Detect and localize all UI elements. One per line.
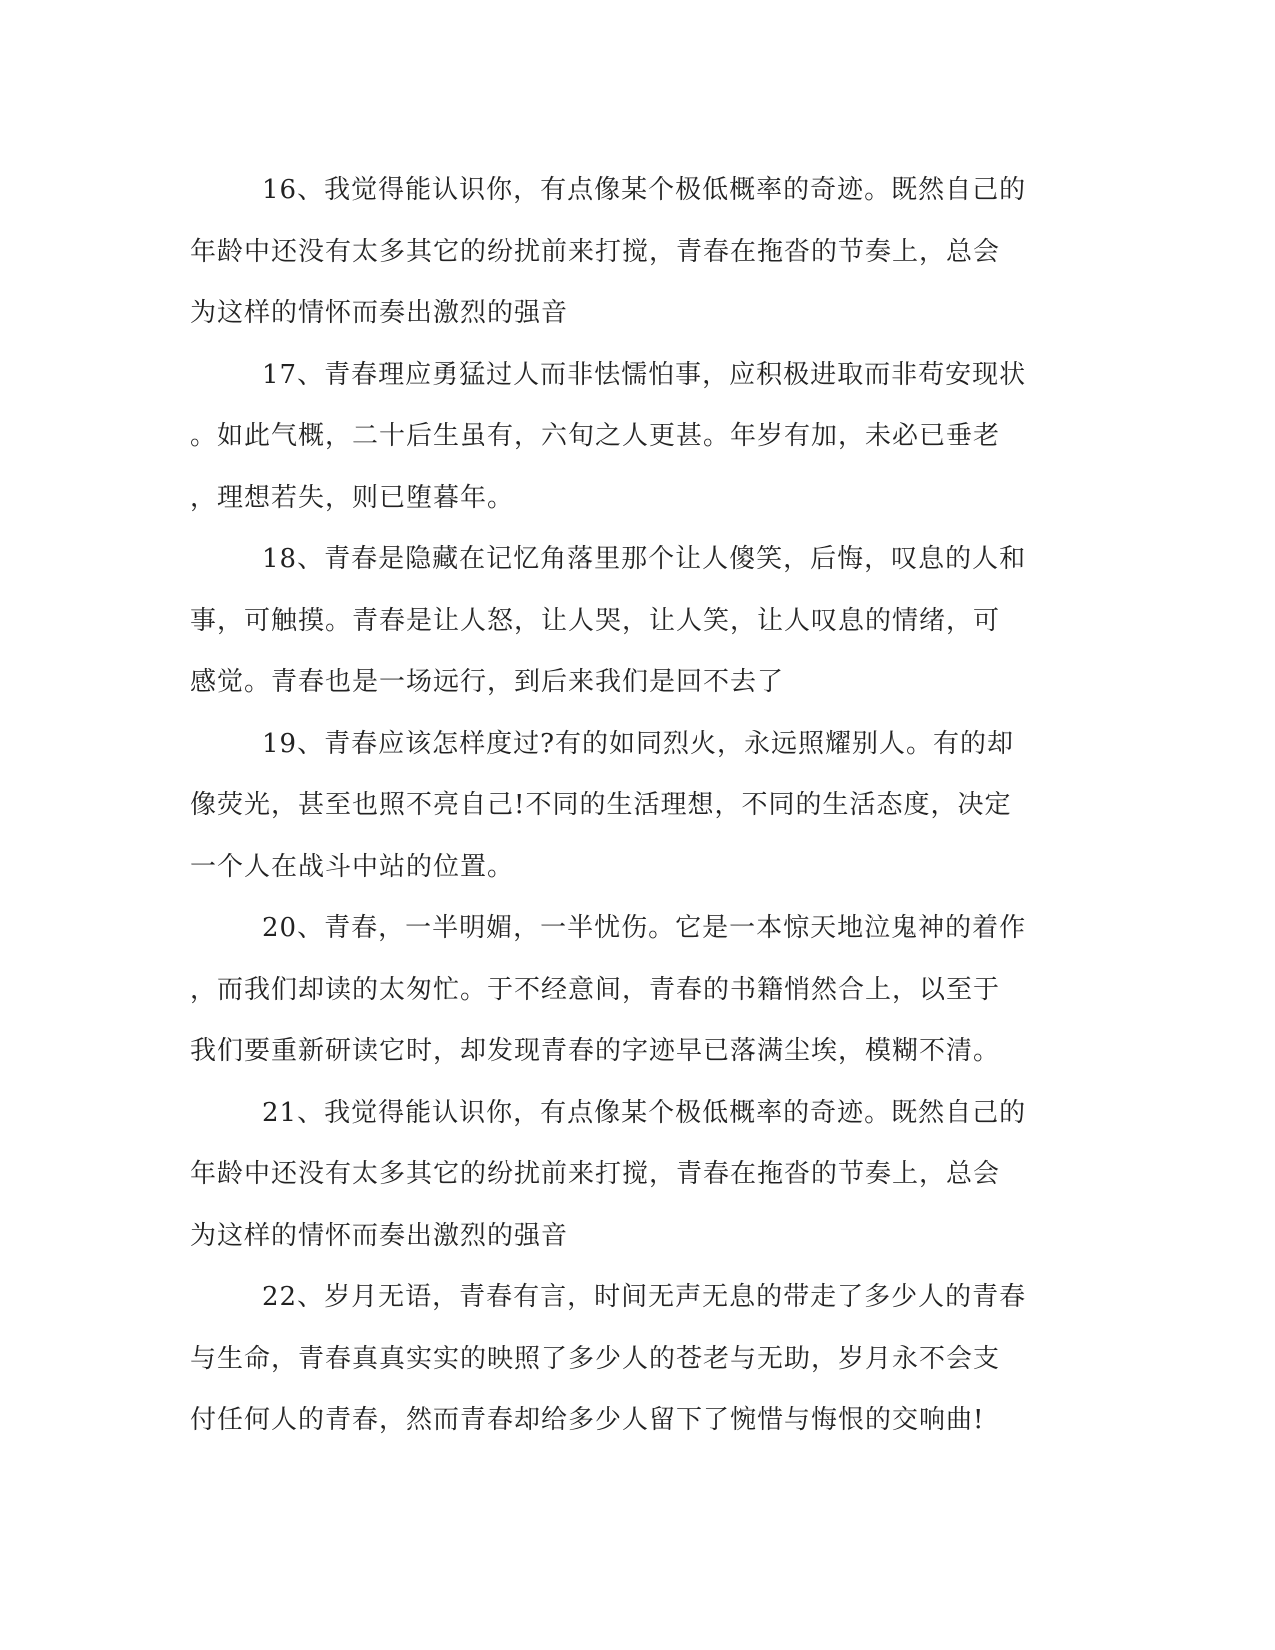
- paragraph-line: 17、青春理应勇猛过人而非怯懦怕事，应积极进取而非苟安现状: [262, 359, 1027, 390]
- paragraph-line: 像荧光，甚至也照不亮自己!不同的生活理想，不同的生活态度，决定: [190, 790, 1012, 820]
- paragraph-17: [190, 345, 1070, 530]
- paragraph-line: 我们要重新研读它时，却发现青春的字迹早已落满尘埃，模糊不清。: [190, 1036, 1001, 1066]
- paragraph-line: 一个人在战斗中站的位置。: [190, 851, 515, 882]
- paragraph-16: [190, 160, 1070, 345]
- paragraph-18: [190, 529, 1070, 714]
- paragraph-line: 19、青春应该怎样度过?有的如同烈火，永远照耀别人。有的却: [262, 728, 1015, 759]
- paragraph-20: [190, 898, 1070, 1083]
- paragraph-line: 与生命，青春真真实实的映照了多少人的苍老与无助，岁月永不会支: [190, 1343, 1001, 1374]
- paragraph-line: 。如此气概，二十后生虽有，六旬之人更甚。年岁有加，未必已垂老: [190, 421, 1001, 451]
- paragraph-line: 为这样的情怀而奏出激烈的强音: [190, 298, 569, 328]
- paragraph-line: 年龄中还没有太多其它的纷扰前来打搅，青春在拖沓的节奏上，总会: [190, 236, 1001, 267]
- paragraph-19: [190, 714, 1070, 899]
- paragraph-line: 20、青春，一半明媚，一半忧伤。它是一本惊天地泣鬼神的着作: [262, 913, 1027, 943]
- paragraph-line: 16、我觉得能认识你，有点像某个极低概率的奇迹。既然自己的: [262, 175, 1027, 205]
- paragraph-line: 年龄中还没有太多其它的纷扰前来打搅，青春在拖沓的节奏上，总会: [190, 1159, 1001, 1189]
- paragraph-line: 22、岁月无语，青春有言，时间无声无息的带走了多少人的青春: [262, 1282, 1027, 1312]
- paragraph-line: 为这样的情怀而奏出激烈的强音: [190, 1220, 569, 1251]
- paragraph-line: ，而我们却读的太匆忙。于不经意间，青春的书籍悄然合上，以至于: [190, 974, 1001, 1005]
- paragraph-line: ，理想若失，则已堕暮年。: [190, 482, 515, 513]
- paragraph-21: [190, 1083, 1070, 1268]
- paragraph-line: 感觉。青春也是一场远行，到后来我们是回不去了: [190, 667, 785, 697]
- paragraph-22: [190, 1267, 1070, 1452]
- paragraph-line: 21、我觉得能认识你，有点像某个极低概率的奇迹。既然自己的: [262, 1097, 1027, 1128]
- paragraph-line: 付任何人的青春，然而青春却给多少人留下了惋惜与悔恨的交响曲!: [190, 1405, 985, 1435]
- document-body: [190, 160, 1070, 1452]
- paragraph-line: 18、青春是隐藏在记忆角落里那个让人傻笑，后悔，叹息的人和: [262, 544, 1027, 574]
- paragraph-line: 事，可触摸。青春是让人怒，让人哭，让人笑，让人叹息的情绪，可: [190, 605, 1001, 636]
